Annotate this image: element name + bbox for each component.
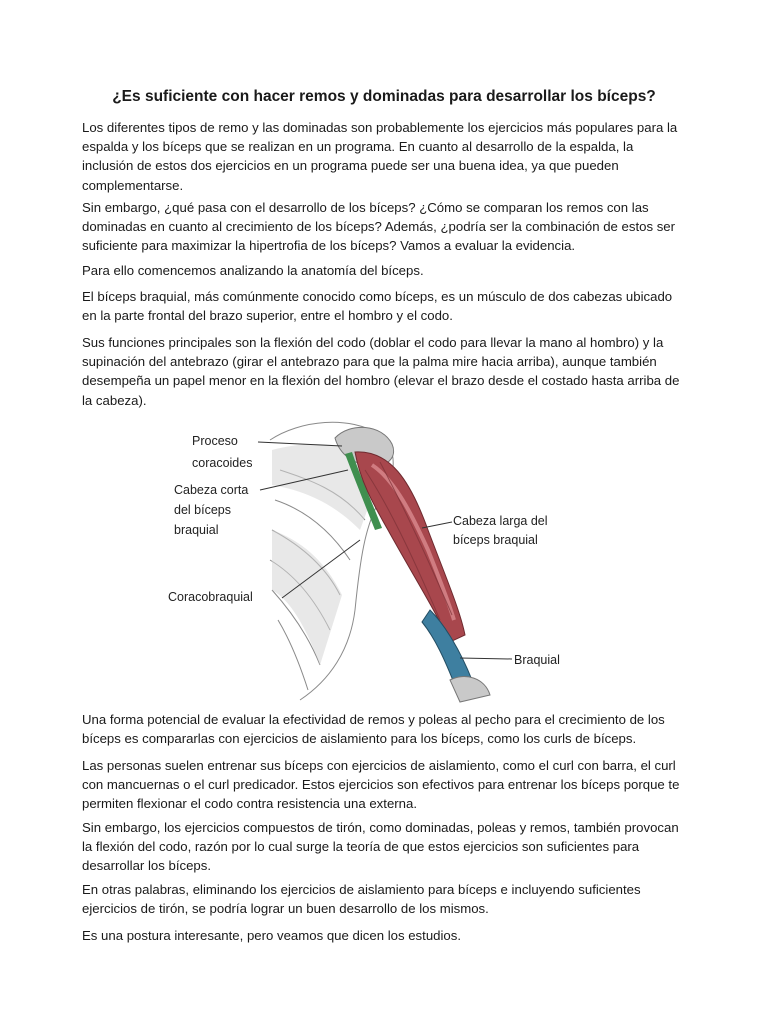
- label-coracobraquial: Coracobraquial: [168, 590, 253, 604]
- anatomy-illustration: [160, 410, 590, 706]
- biceps-anatomy-figure: [160, 410, 590, 706]
- paragraph-9: En otras palabras, eliminando los ejercicios de aislamiento para bíceps e incluyendo suficientes ejercicios de tirón, se podría lograr un buen desarrollo de los mismos.: [82, 882, 641, 917]
- paragraph-3: Para ello comencemos analizando la anatomía del bíceps.: [82, 263, 424, 278]
- elbow-bone: [450, 676, 490, 702]
- paragraph-6: Una forma potencial de evaluar la efectividad de remos y poleas al pecho para el crecimiento de los bíceps es compararlas con ejercicios de aislamiento para los bíceps, como los curls de bíceps.: [82, 712, 665, 747]
- label-braquial: Braquial: [514, 653, 560, 667]
- label-proceso-1: Proceso: [192, 434, 238, 448]
- paragraph-2: Sin embargo, ¿qué pasa con el desarrollo de los bíceps? ¿Cómo se comparan los remos con las dominadas en cuanto al crecimiento de los bíceps? Además, ¿podría ser la combinación de estos ser suficiente para maximizar la hipertrofia de los bíceps? Vamos a evaluar la evidencia.: [82, 200, 676, 254]
- label-proceso-2: coracoides: [192, 456, 253, 470]
- paragraph-7: Las personas suelen entrenar sus bíceps con ejercicios de aislamiento, como el curl con barra, el curl con mancuernas o el curl predicador. Estos ejercicios son efectivos para entrenar los bíceps porque te permiten flexionar el codo contra resistencia una externa.: [82, 758, 680, 812]
- paragraph-5: Sus funciones principales son la flexión del codo (doblar el codo para llevar la mano al hombro) y la supinación del antebrazo (girar el antebrazo para que la palma mire hacia arriba), aunque también desempeña un papel menor en la flexión del hombro (elevar el brazo desde el costado hasta arriba de la cabeza).: [82, 335, 680, 408]
- page-title: ¿Es suficiente con hacer remos y dominadas para desarrollar los bíceps?: [112, 88, 656, 105]
- paragraph-1: Los diferentes tipos de remo y las dominadas son probablemente los ejercicios más populares para la espalda y los bíceps que se realizan en un programa. En cuanto al desarrollo de la espalda, la inclusión de estos dos ejercicios en un programa puede ser una buena idea, ya que pueden complementarse.: [82, 120, 678, 193]
- label-corta-1: Cabeza corta: [174, 483, 249, 497]
- paragraph-10: Es una postura interesante, pero veamos que dicen los estudios.: [82, 928, 462, 943]
- paragraph-8: Sin embargo, los ejercicios compuestos de tirón, como dominadas, poleas y remos, también provocan la flexión del codo, razón por lo cual surge la teoría de que estos ejercicios son suficientes para desarrollar los bíceps.: [82, 820, 679, 874]
- label-corta-2: del bíceps: [174, 503, 231, 517]
- paragraph-4: El bíceps braquial, más comúnmente conocido como bíceps, es un músculo de dos cabezas ubicado en la parte frontal del brazo superior, entre el hombro y el codo.: [82, 289, 673, 324]
- label-larga-1: Cabeza larga del: [453, 514, 548, 528]
- label-larga-2: bíceps braquial: [453, 533, 538, 547]
- label-corta-3: braquial: [174, 523, 219, 537]
